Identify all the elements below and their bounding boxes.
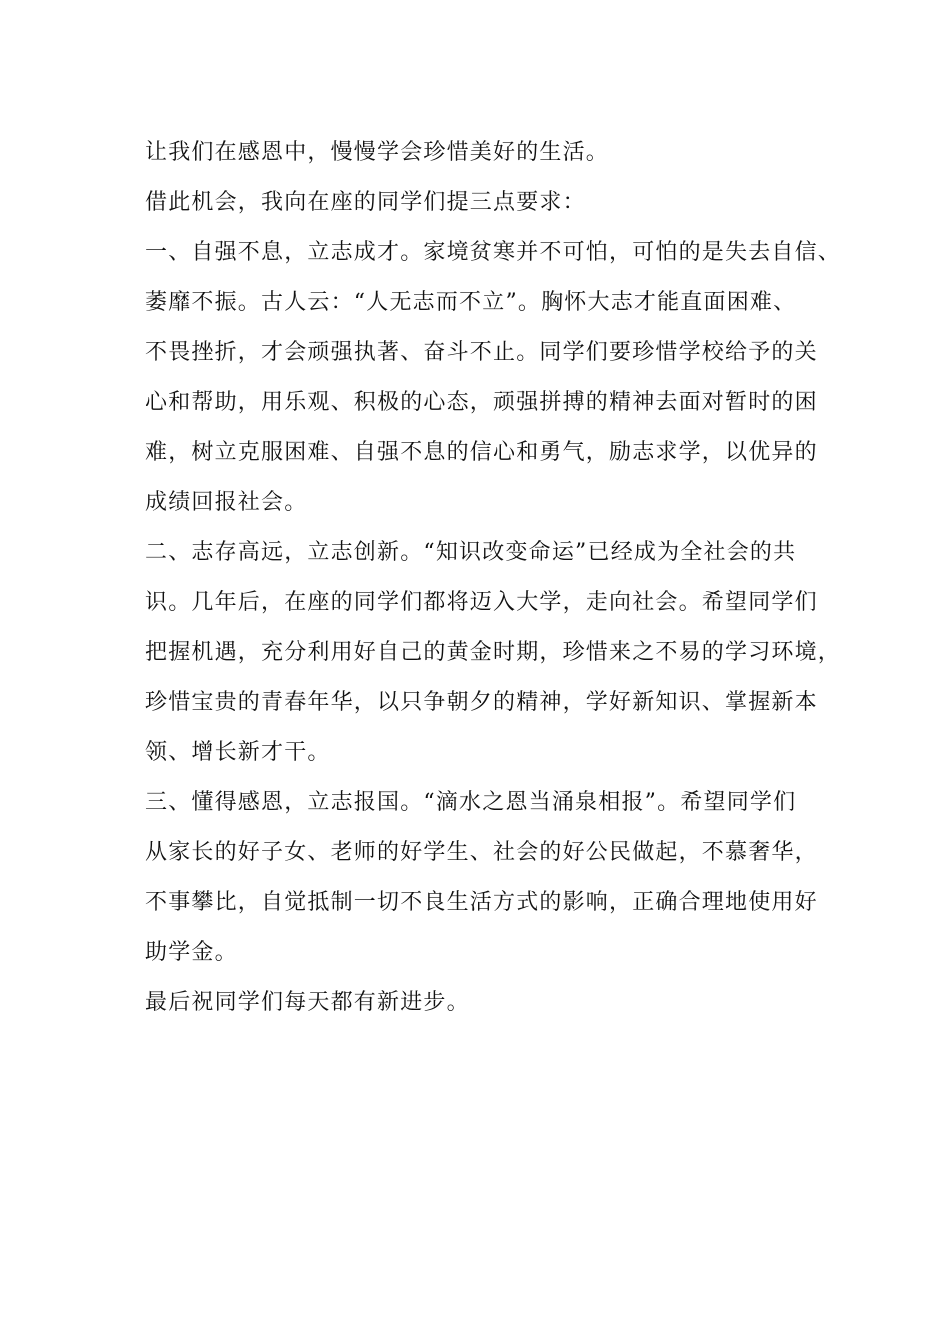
text-line: 助学金。 (145, 940, 238, 965)
text-line: 心和帮助，用乐观、积极的心态，顽强拼搏的精神去面对暂时的困 (145, 390, 818, 415)
text-line: 珍惜宝贵的青春年华，以只争朝夕的精神，学好新知识、掌握新本 (145, 690, 818, 715)
text-line: 领、增长新才干。 (145, 740, 331, 765)
text-line: 三、懂得感恩，立志报国。“滴水之恩当涌泉相报”。希望同学们 (145, 790, 797, 815)
text-line: 不事攀比，自觉抵制一切不良生活方式的影响，正确合理地使用好 (145, 890, 818, 915)
text-line: 识。几年后，在座的同学们都将迈入大学，走向社会。希望同学们 (145, 590, 818, 615)
text-line: 借此机会，我向在座的同学们提三点要求： (145, 190, 586, 215)
text-line: 让我们在感恩中，慢慢学会珍惜美好的生活。 (145, 140, 610, 165)
text-line: 把握机遇，充分利用好自己的黄金时期，珍惜来之不易的学习环境， (145, 640, 842, 665)
text-line: 成绩回报社会。 (145, 490, 308, 515)
text-line: 不畏挫折，才会顽强执著、奋斗不止。同学们要珍惜学校给予的关 (145, 340, 818, 365)
text-line: 最后祝同学们每天都有新进步。 (145, 990, 470, 1015)
document-body (145, 128, 845, 1028)
text-line: 二、志存高远，立志创新。“知识改变命运”已经成为全社会的共 (145, 540, 797, 565)
text-line: 难，树立克服困难、自强不息的信心和勇气，励志求学，以优异的 (145, 440, 818, 465)
text-line: 从家长的好子女、老师的好学生、社会的好公民做起，不慕奢华， (145, 840, 818, 865)
text-line: 萎靡不振。古人云：“人无志而不立”。胸怀大志才能直面困难、 (145, 290, 797, 315)
text-line: 一、自强不息，立志成才。家境贫寒并不可怕，可怕的是失去自信、 (145, 240, 842, 265)
